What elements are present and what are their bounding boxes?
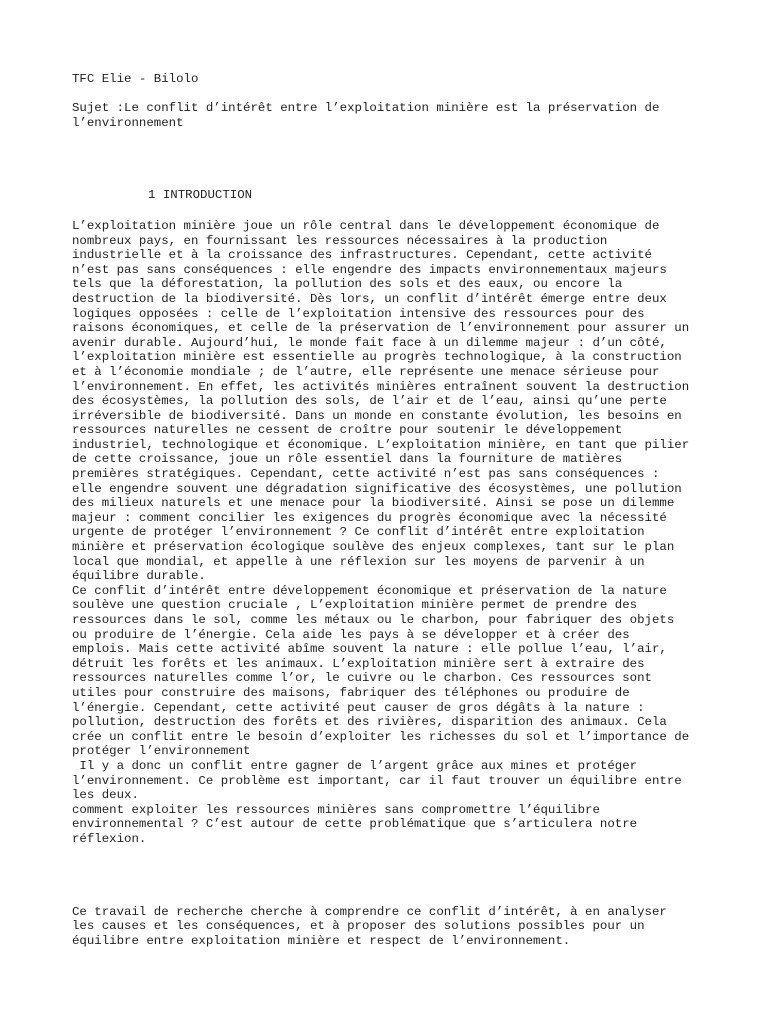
text-line: destruction de la biodiversité. Dès lors, un conflit d’intérêt émerge entre deux [72,291,667,306]
text-line: local que mondial, et appelle à une réflexion sur les moyens de parvenir à un [72,554,645,569]
text-line: avenir durable. Aujourd’hui, le monde fait face à un dilemme majeur : d’un côté, [72,335,667,350]
text-line: Ce travail de recherche cherche à comprendre ce conflit d’intérêt, à en analyser [72,904,667,919]
text-line: Sujet :Le conflit d’intérêt entre l’exploitation minière est la préservation de [72,101,660,116]
text-line: des milieux naturels et une menace pour la biodiversité. Ainsi se pose un dilemme [72,496,675,511]
text-line: urgente de protéger l’environnement ? Ce conflit d’intérêt entre exploitation [72,525,645,540]
text-line: l’environnement. En effet, les activités minières entraînent souvent la destruction [72,379,690,394]
text-line: irréversible de biodiversité. Dans un monde en constante évolution, les besoins en [72,408,682,423]
text-line: ressources naturelles comme l’or, le cuivre ou le charbon. Ces ressources sont [72,671,652,686]
text-line: industrielle et à la croissance des infrastructures. Cependant, cette activité [72,248,652,263]
text-line: environnemental ? C’est autour de cette problématique que s’articulera notre [72,817,638,832]
text-line: majeur : comment concilier les exigences du progrès économique avec la nécessité [72,510,667,525]
text-line: utiles pour construire des maisons, fabriquer des téléphones ou produire de [72,685,630,700]
text-line: des écosystèmes, la pollution des sols, de l’air et de l’eau, ainsi qu’une perte [72,394,667,409]
text-line: équilibre durable. [72,569,206,584]
spacer [72,130,712,188]
paragraph-research-aim [72,905,712,949]
section-heading: 1 INTRODUCTION [148,188,253,203]
text-line: tels que la déforestation, la pollution des sols et des eaux, ou encore la [72,277,623,292]
text-line: détruit les forêts et les animaux. L’exploitation minière sert à extraire des [72,656,645,671]
text-line: les deux. [72,788,139,803]
text-line: premières stratégiques. Cependant, cette activité n’est pas sans conséquences : [72,467,660,482]
text-line: Ce conflit d’intérêt entre développement économique et préservation de la nature [72,583,667,598]
paragraph-question [72,584,712,759]
spacer [72,847,712,905]
paragraph-conflict [72,759,712,803]
spacer [72,203,712,219]
text-line: réflexion. [72,831,147,846]
text-line: pollution, destruction des forêts et des rivières, disparition des animaux. Cela [72,715,667,730]
document-header: TFC Elie - Bilolo [72,72,199,86]
text-line: l’environnement [72,115,184,130]
subject-block [72,101,712,130]
text-line: L’exploitation minière joue un rôle central dans le développement économique de [72,218,660,233]
text-line: crée un conflit entre le besoin d’exploiter les richesses du sol et l’importance de [72,729,690,744]
text-line: Il y a donc un conflit entre gagner de l’argent grâce aux mines et protéger [72,758,638,773]
text-line: ressources naturelles ne cessent de croître pour soutenir le développement [72,423,623,438]
text-line: de cette croissance, joue un rôle essentiel dans la fourniture de matières [72,452,623,467]
paragraph-problematic [72,803,712,847]
text-line: l’exploitation minière est essentielle au progrès technologique, à la construction [72,350,682,365]
text-line: l’environnement. Ce problème est important, car il faut trouver un équilibre entre [72,773,682,788]
text-line: l’énergie. Cependant, cette activité peut causer de gros dégâts à la nature : [72,700,645,715]
text-line: logiques opposées : celle de l’exploitation intensive des ressources pour des [72,306,645,321]
text-line: nombreux pays, en fournissant les ressources nécessaires à la production [72,233,608,248]
text-line: comment exploiter les ressources minières sans compromettre l’équilibre [72,802,600,817]
text-line: soulève une question cruciale , L’exploitation minière permet de prendre des [72,598,638,613]
document-page [72,72,712,948]
text-line: raisons économiques, et celle de la préservation de l’environnement pour assurer un [72,321,690,336]
text-line: emplois. Mais cette activité abîme souvent la nature : elle pollue l’eau, l’air, [72,642,667,657]
text-line: protéger l’environnement [72,744,251,759]
text-line: minière et préservation écologique soulève des enjeux complexes, tant sur le plan [72,540,675,555]
spacer [72,87,712,102]
text-line: équilibre entre exploitation minière et respect de l’environnement. [72,933,571,948]
text-line: les causes et les conséquences, et à proposer des solutions possibles pour un [72,919,645,934]
text-line: ou produire de l’énergie. Cela aide les pays à se développer et à créer des [72,627,630,642]
paragraph-introduction [72,219,712,584]
text-line: elle engendre souvent une dégradation significative des écosystèmes, une pollution [72,481,682,496]
text-line: industriel, technologique et économique. L’exploitation minière, en tant que pilier [72,437,690,452]
text-line: et à l’économie mondiale ; de l’autre, elle représente une menace sérieuse pour [72,364,660,379]
text-line: n’est pas sans conséquences : elle engendre des impacts environnementaux majeurs [72,262,667,277]
text-line: ressources dans le sol, comme les métaux ou le charbon, pour fabriquer des objets [72,613,675,627]
